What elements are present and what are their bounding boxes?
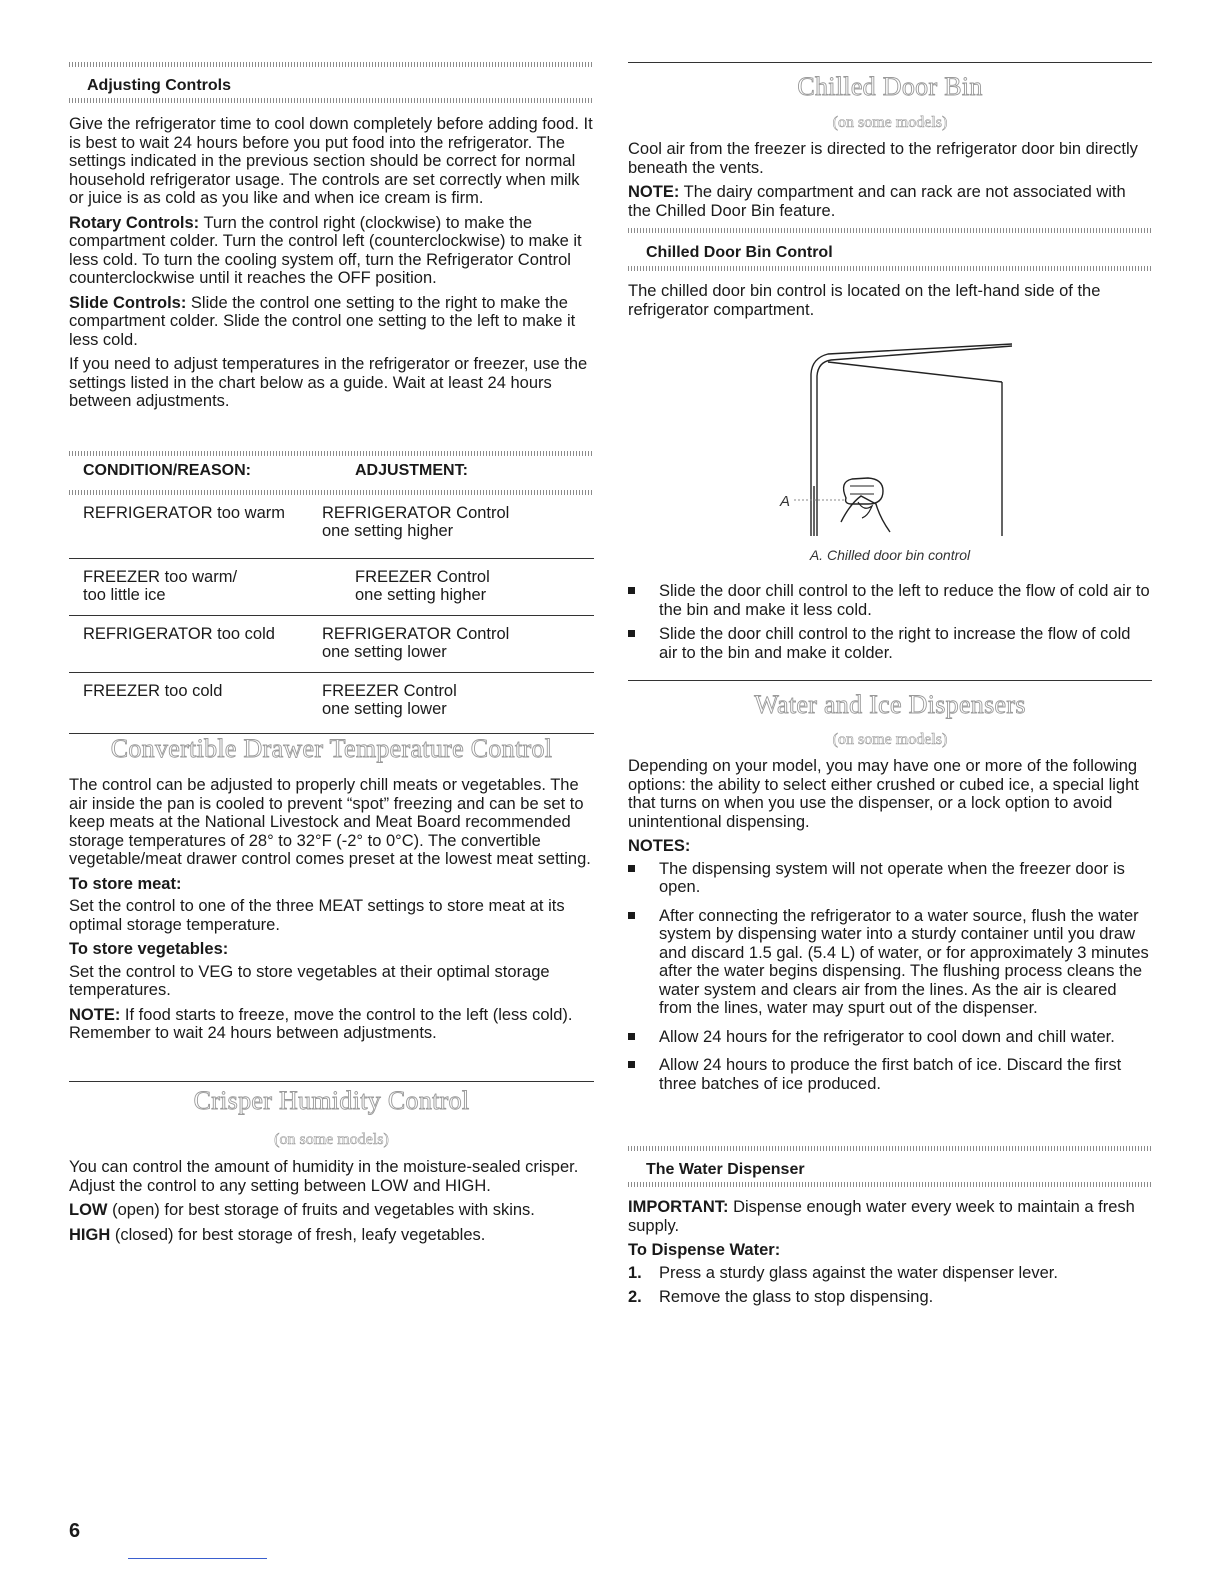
dispensers-models: (on some models): [832, 731, 948, 748]
table-cell-condition: [83, 682, 322, 730]
convertible-intro: The control can be adjusted to properly chill meats or vegetables. The air inside the pan is cooled to prevent “spot” freezing and can be set to keep meats at the National Livestock and Meat Board recommended storage temperatures of 28° to 32°F (-2° to 0°C). The convertible vegetable/meat drawer control comes preset at the lowest meat setting.: [69, 776, 591, 868]
chilled-intro: Cool air from the freezer is directed to the refrigerator door bin directly beneath the vents.: [628, 140, 1138, 177]
convertible-body: [69, 776, 594, 1049]
veg-text: Set the control to VEG to store vegetables at their optimal storage temperatures.: [69, 962, 550, 999]
list-item: After connecting the refrigerator to a water source, flush the water system by dispensing water into a sturdy container until you draw and discard 1.5 gal. (5.4 L) of water, or for approximately 3 minutes after the water begins dispensing. The flushing process cleans the water system and clears air from the lines. As the air is cleared from the lines, water may spurt out of the dispenser.: [628, 907, 1152, 1018]
adjustment-line-2: one setting lower: [322, 700, 447, 718]
header-adjustment: ADJUSTMENT:: [355, 462, 468, 479]
adjustment-line-1: FREEZER Control: [355, 568, 490, 586]
meat-text: Set the control to one of the three MEAT settings to store meat at its optimal storage temperature.: [69, 897, 565, 934]
list-item: [628, 1264, 1152, 1283]
dotted-rule: [69, 490, 594, 495]
high-text: (closed) for best storage of fresh, leafy vegetables.: [110, 1225, 486, 1244]
figure-caption: A. Chilled door bin control: [809, 547, 971, 563]
low-text: (open) for best storage of fruits and vegetables with skins.: [107, 1201, 535, 1219]
water-dispenser-heading: The Water Dispenser: [646, 1161, 805, 1178]
adjustment-line-2: one setting higher: [322, 522, 454, 540]
chilled-bin-title: Chilled Door Bin: [797, 72, 983, 101]
notes-heading-wrap: [628, 837, 1152, 856]
adjustment-table: [69, 461, 594, 481]
step-text: Remove the glass to stop dispensing.: [659, 1288, 934, 1306]
low-label: LOW: [69, 1201, 108, 1219]
meat-heading-wrap: [69, 875, 594, 894]
water-dispenser-body: [628, 1198, 1152, 1313]
rotary-controls-paragraph: [69, 214, 594, 288]
section-rule: [628, 680, 1152, 681]
rotary-label: Rotary Controls:: [69, 213, 200, 232]
dispensers-intro: Depending on your model, you may have one or more of the following options: the ability to select either crushed or cubed ice, a special light that turns on when you use the dispenser, or a lock option to avoid unintentional dispensing.: [628, 757, 1139, 831]
table-cell-condition: [83, 568, 355, 615]
chilled-note: [628, 183, 1152, 220]
dotted-rule: [628, 1146, 1152, 1151]
condition-text-2: too little ice: [83, 586, 166, 604]
chilled-bin-illustration: [628, 336, 1152, 544]
header-condition: CONDITION/REASON:: [83, 462, 251, 479]
crisper-high: [69, 1226, 594, 1245]
condition-text: FREEZER too cold: [83, 682, 223, 700]
adjustment-line-1: FREEZER Control: [322, 682, 457, 700]
adjustment-line-1: REFRIGERATOR Control: [322, 625, 510, 643]
table-cell-adjustment: [322, 625, 594, 672]
table-row: [69, 502, 594, 559]
meat-heading: To store meat:: [69, 874, 182, 893]
chilled-bin-body: [628, 140, 1152, 226]
important-label: IMPORTANT:: [628, 1198, 729, 1216]
dispensers-title: Water and Ice Dispensers: [754, 690, 1026, 719]
list-item: Allow 24 hours to produce the first batch of ice. Discard the first three batches of ice produced.: [628, 1056, 1152, 1093]
important-paragraph: [628, 1198, 1152, 1235]
dotted-rule: [69, 98, 594, 103]
veg-heading-wrap: [69, 940, 594, 959]
page-number: 6: [69, 1520, 81, 1542]
condition-text: REFRIGERATOR too warm: [83, 504, 286, 522]
condition-text: REFRIGERATOR too cold: [83, 625, 275, 643]
notes-heading: NOTES:: [628, 837, 691, 855]
table-body: [69, 502, 594, 730]
slide-text: Slide the control one setting to the right to make the compartment colder. Slide the control one setting to the left to make it less cold.: [69, 293, 576, 349]
chilled-control-text: The chilled door bin control is located on the left-hand side of the refrigerator compartment.: [628, 282, 1101, 319]
step-number: 1.: [628, 1263, 642, 1282]
list-item: Slide the door chill control to the right to increase the flow of cold air to the bin and make it colder.: [628, 625, 1152, 662]
figure-label-a: A: [780, 493, 791, 510]
guide-paragraph: If you need to adjust temperatures in the refrigerator or freezer, use the settings listed in the chart below as a guide. Wait at least 24 hours between adjustments.: [69, 355, 588, 410]
table-row: [69, 559, 594, 616]
adjusting-controls-body: [69, 115, 594, 417]
rotary-text: Turn the control right (clockwise) to make the compartment colder. Turn the control left (counterclockwise) to make it less cold. To turn the cooling system off, turn the Refrigerator Control counterclockwise until it reaches the OFF position.: [69, 213, 582, 287]
adjustment-line-2: one setting lower: [322, 643, 447, 661]
footer-line: [128, 1558, 267, 1559]
dispensers-body: [628, 757, 1152, 1099]
list-item: Allow 24 hours for the refrigerator to cool down and chill water.: [628, 1028, 1152, 1047]
slide-label: Slide Controls:: [69, 293, 187, 312]
veg-heading: To store vegetables:: [69, 940, 229, 958]
dotted-rule: [628, 1182, 1152, 1187]
adjusting-controls-heading: Adjusting Controls: [87, 77, 231, 94]
chilled-control-heading: Chilled Door Bin Control: [646, 244, 833, 261]
dotted-rule: [628, 228, 1152, 233]
table-row: [69, 673, 594, 730]
dotted-rule: [69, 62, 594, 67]
list-item: [628, 1288, 1152, 1307]
list-item: Slide the door chill control to the left to reduce the flow of cold air to the bin and make it less cold.: [628, 582, 1152, 619]
dotted-rule: [628, 266, 1152, 271]
chilled-bin-models: (on some models): [832, 114, 948, 131]
adjustment-line-2: one setting higher: [355, 586, 487, 604]
crisper-body: [69, 1158, 594, 1250]
adjustment-line-1: REFRIGERATOR Control: [322, 504, 510, 522]
note-label: NOTE:: [69, 1005, 121, 1024]
section-rule: [69, 1081, 594, 1082]
table-cell-adjustment: [322, 682, 594, 730]
condition-text: FREEZER too warm/: [83, 568, 238, 586]
table-cell-adjustment: [355, 568, 627, 615]
note-text: If food starts to freeze, move the control to the left (less cold). Remember to wait 24 hours between adjustments.: [69, 1005, 573, 1042]
note-text: The dairy compartment and can rack are not associated with the Chilled Door Bin feature.: [628, 183, 1126, 220]
important-text: Dispense enough water every week to maintain a fresh supply.: [628, 1198, 1135, 1235]
table-cell-adjustment: [322, 504, 594, 558]
table-header: [69, 461, 594, 481]
adjusting-intro: Give the refrigerator time to cool down completely before adding food. It is best to wait 24 hours before you put food into the refrigerator. The settings indicated in the previous section should be correct for normal household refrigerator usage. The controls are set correctly when milk or juice is as cold as you like and when ice cream is firm.: [69, 115, 593, 207]
chilled-bullets: [628, 582, 1152, 668]
crisper-low: [69, 1201, 594, 1220]
crisper-intro: You can control the amount of humidity in the moisture-sealed crisper. Adjust the control to any setting between LOW and HIGH.: [69, 1158, 579, 1195]
step-number: 2.: [628, 1288, 642, 1306]
list-item: The dispensing system will not operate when the freezer door is open.: [628, 860, 1152, 897]
high-label: HIGH: [69, 1225, 111, 1244]
dotted-rule: [69, 451, 594, 456]
chilled-bin-diagram: [628, 336, 1152, 544]
convertible-title: Convertible Drawer Temperature Control: [110, 734, 553, 763]
crisper-title: Crisper Humidity Control: [193, 1086, 470, 1115]
table-cell-condition: [83, 504, 322, 558]
slide-controls-paragraph: [69, 294, 594, 350]
note-label: NOTE:: [628, 183, 680, 201]
crisper-models: (on some models): [274, 1131, 389, 1148]
convertible-note: [69, 1006, 594, 1043]
step-text: Press a sturdy glass against the water dispenser lever.: [659, 1263, 1058, 1282]
table-row: [69, 616, 594, 673]
dispense-heading: To Dispense Water:: [628, 1241, 781, 1259]
dispense-heading-wrap: [628, 1241, 1152, 1260]
table-cell-condition: [83, 625, 322, 672]
section-rule: [628, 62, 1152, 63]
